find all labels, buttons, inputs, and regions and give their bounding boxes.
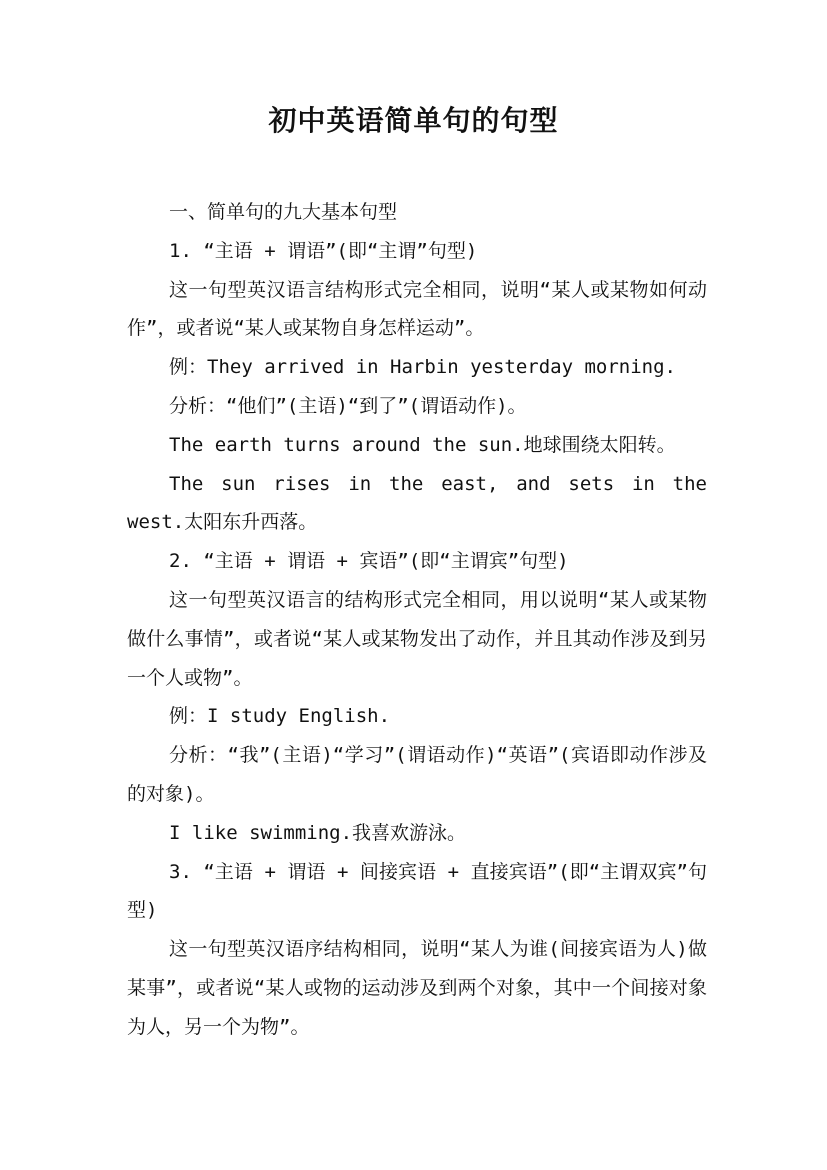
pattern-heading-1: 1. “主语 + 谓语”(即“主谓”句型) <box>169 239 478 262</box>
document-body <box>127 193 707 1047</box>
example-2: 例：I study English. <box>169 705 391 728</box>
pattern-heading-3: 3. “主语 + 谓语 + 间接宾语 + 直接宾语”(即“主谓双宾”句型) <box>127 860 707 922</box>
example-1: 例：They arrived in Harbin yesterday morning. <box>169 356 676 379</box>
example-1c: The sun rises in the east, and sets in the west.太阳东升西落。 <box>127 472 707 534</box>
section-heading: 一、简单句的九大基本句型 <box>169 201 398 223</box>
paragraph-explanation-3: 这一句型英汉语序结构相同，说明“某人为谁(间接宾语为人)做某事”，或者说“某人或物的运动涉及到两个对象，其中一个间接对象为人，另一个为物”。 <box>127 938 707 1038</box>
paragraph-explanation-2: 这一句型英汉语言的结构形式完全相同，用以说明“某人或某物做什么事情”，或者说“某人或某物发出了动作，并且其动作涉及到另一个人或物”。 <box>127 588 707 689</box>
example-1b: The earth turns around the sun.地球围绕太阳转。 <box>169 433 676 456</box>
analysis-1: 分析：“他们”(主语)“到了”(谓语动作)。 <box>169 394 527 417</box>
analysis-2: 分析：“我”(主语)“学习”(谓语动作)“英语”(宾语即动作涉及的对象)。 <box>127 744 707 805</box>
example-2b: I like swimming.我喜欢游泳。 <box>169 821 467 844</box>
document-title: 初中英语简单句的句型 <box>268 104 559 137</box>
paragraph-explanation-1: 这一句型英汉语言结构形式完全相同，说明“某人或某物如何动作”，或者说“某人或某物自身怎样运动”。 <box>127 278 707 340</box>
pattern-heading-2: 2. “主语 + 谓语 + 宾语”(即“主谓宾”句型) <box>169 550 569 573</box>
